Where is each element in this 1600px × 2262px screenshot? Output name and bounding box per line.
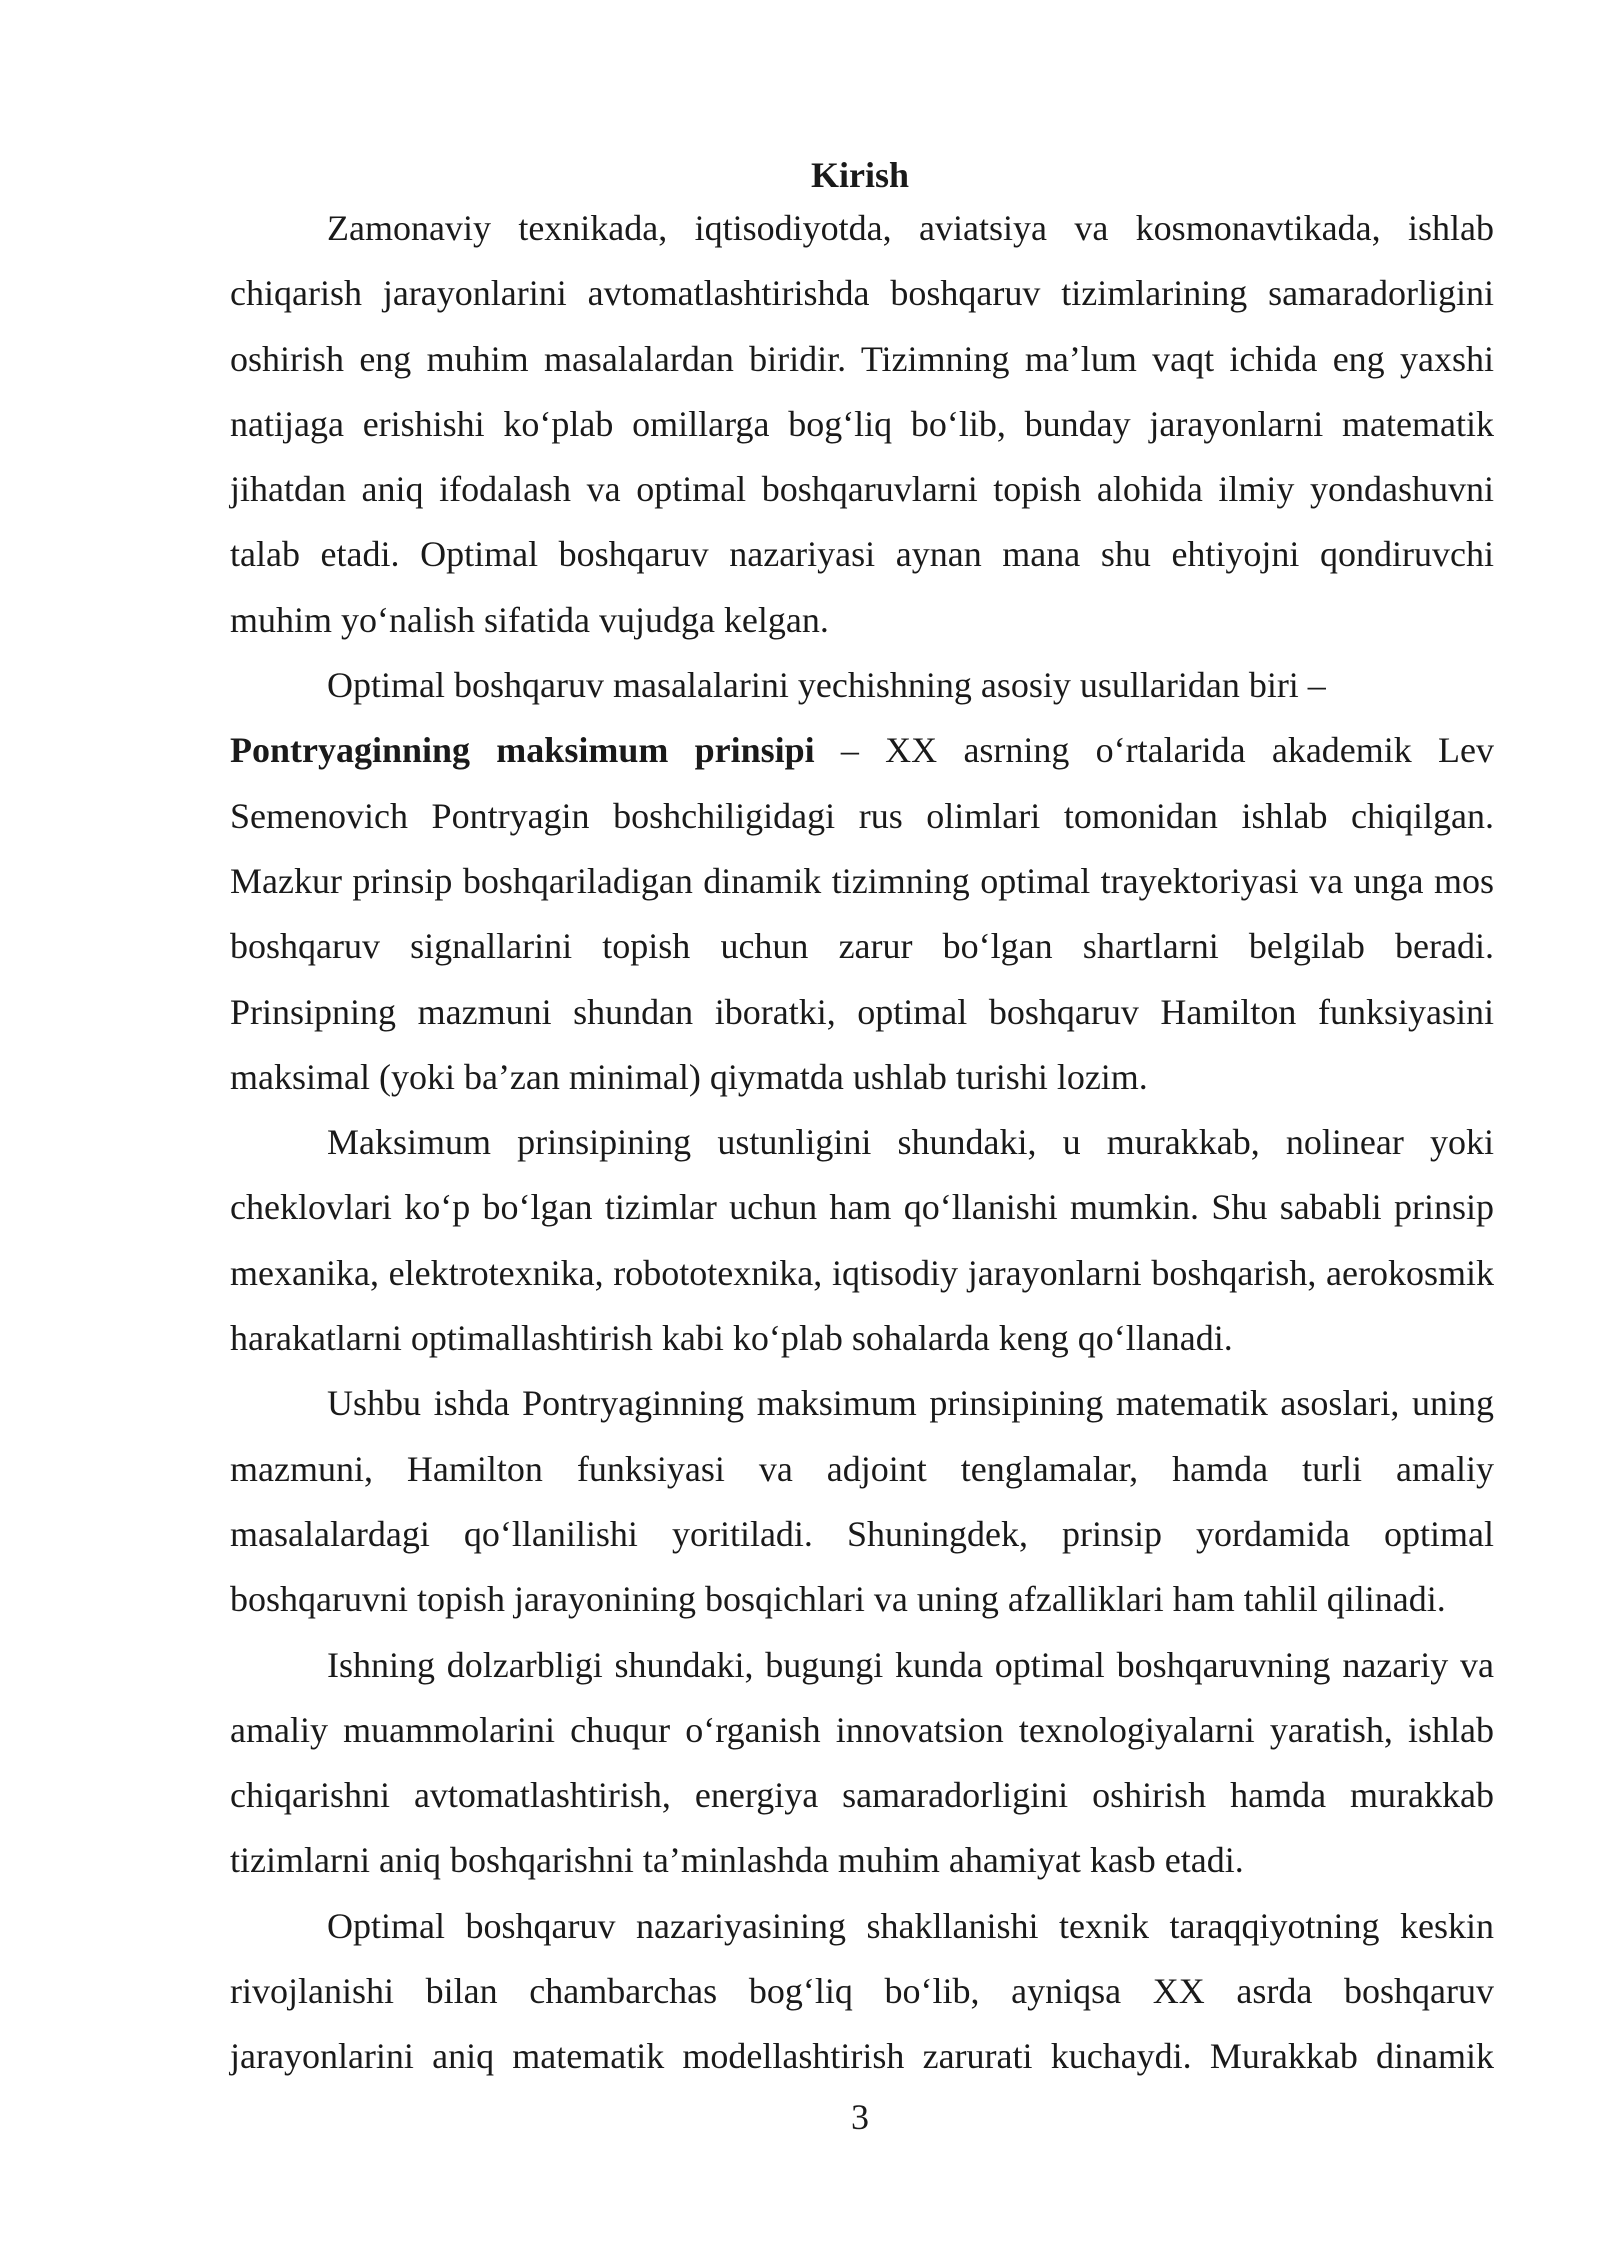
paragraph-2-rest: – XX asrning o‘rtalarida akademik Lev Semenovich Pontryagin boshchiligidagi rus olimlari tomonidan ishlab chiqilgan. Mazkur prinsip boshqariladigan dinamik tizimning optimal trayektoriyasi va unga mos boshqaruv signallarini topish uchun zarur bo‘lgan shartlarni belgilab beradi. Prinsipning mazmuni shundan iboratki, optimal boshqaruv Hamilton funksiyasini maksimal (yoki ba’zan minimal) qiymatda ushlab turishi lozim. bbox=[230, 730, 1495, 1097]
paragraph-5: Ishning dolzarbligi shundaki, bugungi kunda optimal boshqaruvning nazariy va amaliy muammolarini chuqur o‘rganish innovatsion texnologiyalarni yaratish, ishlab chiqarishni avtomatlashtirish, energiya samaradorligini oshirish hamda murakkab tizimlarni aniq boshqarishni ta’minlashda muhim ahamiyat kasb etadi. bbox=[230, 1644, 1494, 1881]
paragraph-2-lead: Optimal boshqaruv masalalarini yechishning asosiy usullaridan biri – bbox=[327, 665, 1326, 706]
paragraph-6: Optimal boshqaruv nazariyasining shakllanishi texnik taraqqiyotning keskin rivojlanishi bilan chambarchas bog‘liq bo‘lib, ayniqsa XX asrda boshqaruv jarayonlarini aniq matematik modellashtirish zarurati kuchaydi. Murakkab dinamik bbox=[230, 1905, 1494, 2077]
section-heading: Kirish bbox=[810, 155, 909, 195]
paragraph-4: Ushbu ishda Pontryaginning maksimum prinsipining matematik asoslari, uning mazmuni, Hamilton funksiyasi va adjoint tenglamalar, hamda turli amaliy masalalardagi qo‘llanilishi yoritiladi. Shuningdek, prinsip yordamida optimal boshqaruvni topish jarayonining bosqichlari va uning afzalliklari ham tahlil qilinadi. bbox=[230, 1383, 1494, 1620]
paragraph-3: Maksimum prinsipining ustunligini shundaki, u murakkab, nolinear yoki cheklovlari ko‘p bo‘lgan tizimlar uchun ham qo‘llanishi mumkin. Shu sababli prinsip mexanika, elektrotexnika, robototexnika, iqtisodiy jarayonlarni boshqarish, aerokosmik harakatlarni optimallashtirish kabi ko‘plab sohalarda keng qo‘llanadi. bbox=[230, 1122, 1494, 1359]
body-text bbox=[230, 196, 1494, 2090]
page-number: 3 bbox=[851, 2097, 869, 2137]
maximum-principle-term: Pontryaginning maksimum prinsipi bbox=[230, 730, 815, 771]
paragraph-2 bbox=[230, 653, 1494, 1110]
paragraph-1: Zamonaviy texnikada, iqtisodiyotda, aviatsiya va kosmonavtikada, ishlab chiqarish jarayonlarini avtomatlashtirishda boshqaruv tizimlarining samaradorligini oshirish eng muhim masalalardan biridir. Tizimning ma’lum vaqt ichida eng yaxshi natijaga erishishi ko‘plab omillarga bog‘liq bo‘lib, bunday jarayonlarni matematik jihatdan aniq ifodalash va optimal boshqaruvlarni topish alohida ilmiy yondashuvni talab etadi. Optimal boshqaruv nazariyasi aynan mana shu ehtiyojni qondiruvchi muhim yo‘nalish sifatida vujudga kelgan. bbox=[230, 208, 1494, 640]
